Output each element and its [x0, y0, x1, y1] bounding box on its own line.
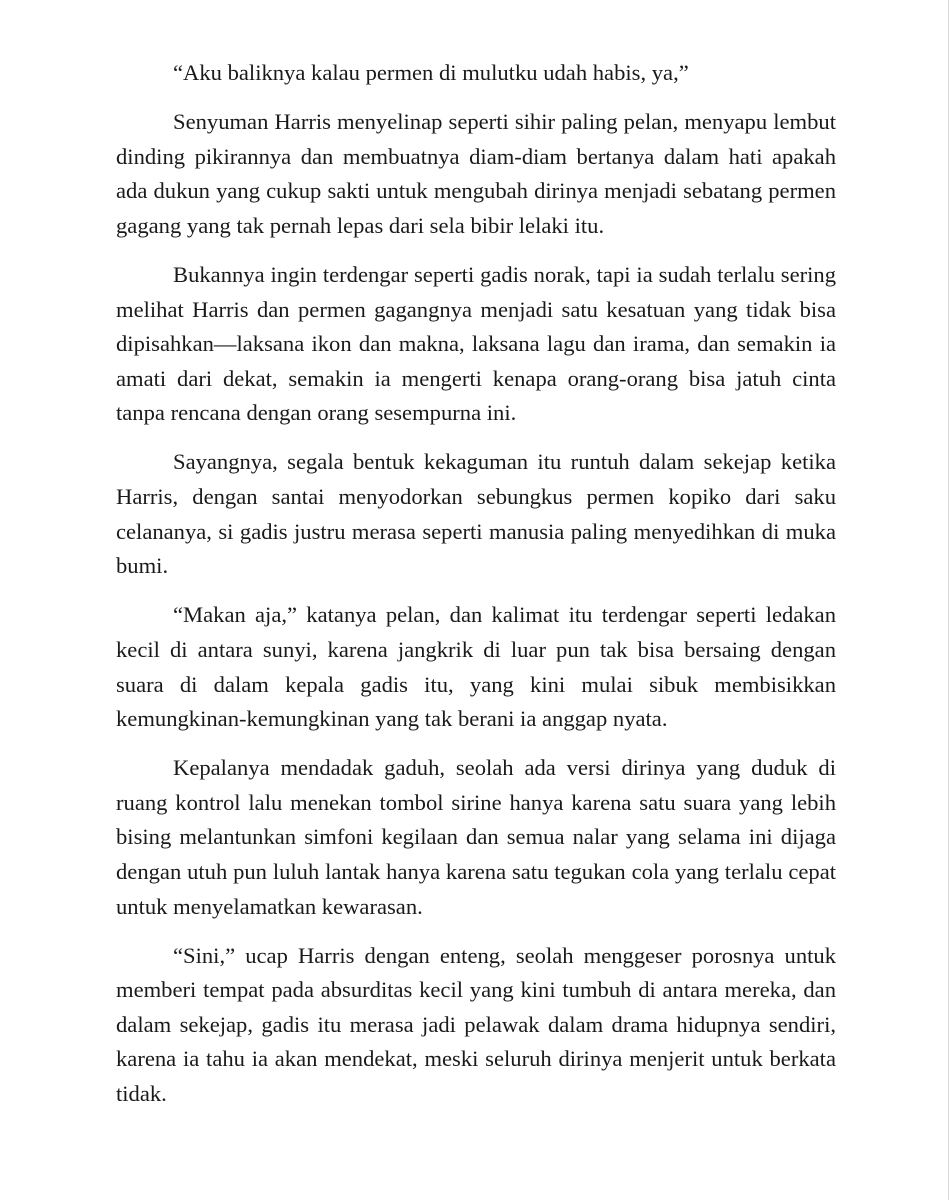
paragraph-1: “Aku baliknya kalau permen di mulutku udah habis, ya,” [173, 60, 689, 85]
paragraph-4: Sayangnya, segala bentuk kekaguman itu runtuh dalam sekejap ketika Harris, dengan santai menyodorkan sebungkus permen kopiko dari saku celananya, si gadis justru merasa seperti manusia paling menyedihkan di muka bumi. [116, 449, 836, 579]
paragraph-2: Senyuman Harris menyelinap seperti sihir paling pelan, menyapu lembut dinding pikirannya dan membuatnya diam-diam bertanya dalam hati apakah ada dukun yang cukup sakti untuk mengubah dirinya menjadi sebatang permen gagang yang tak pernah lepas dari sela bibir lelaki itu. [116, 109, 836, 238]
paragraph-7: “Sini,” ucap Harris dengan enteng, seolah menggeser porosnya untuk memberi tempat pada absurditas kecil yang kini tumbuh di antara mereka, dan dalam sekejap, gadis itu merasa jadi pelawak dalam drama hidupnya sendiri, karena ia tahu ia akan mendekat, meski seluruh dirinya menjerit untuk berkata tidak. [116, 942, 836, 1107]
document-body [116, 56, 836, 1112]
paragraph-5: “Makan aja,” katanya pelan, dan kalimat itu terdengar seperti ledakan kecil di antara sunyi, karena jangkrik di luar pun tak bisa bersaing dengan suara di dalam kepala gadis itu, yang kini mulai sibuk membisikkan kemungkinan-kemungkinan yang tak berani ia anggap nyata. [116, 602, 836, 732]
paragraph-3: Bukannya ingin terdengar seperti gadis norak, tapi ia sudah terlalu sering melihat Harris dan permen gagangnya menjadi satu kesatuan yang tidak bisa dipisahkan—laksana ikon dan makna, laksana lagu dan irama, dan semakin ia amati dari dekat, semakin ia mengerti kenapa orang-orang bisa jatuh cinta tanpa rencana dengan orang sesempurna ini. [116, 261, 836, 426]
paragraph-6: Kepalanya mendadak gaduh, seolah ada versi dirinya yang duduk di ruang kontrol lalu menekan tombol sirine hanya karena satu suara yang lebih bising melantunkan simfoni kegilaan dan semua nalar yang selama ini dijaga dengan utuh pun luluh lantak hanya karena satu tegukan cola yang terlalu cepat untuk menyelamatkan kewarasan. [116, 755, 836, 919]
